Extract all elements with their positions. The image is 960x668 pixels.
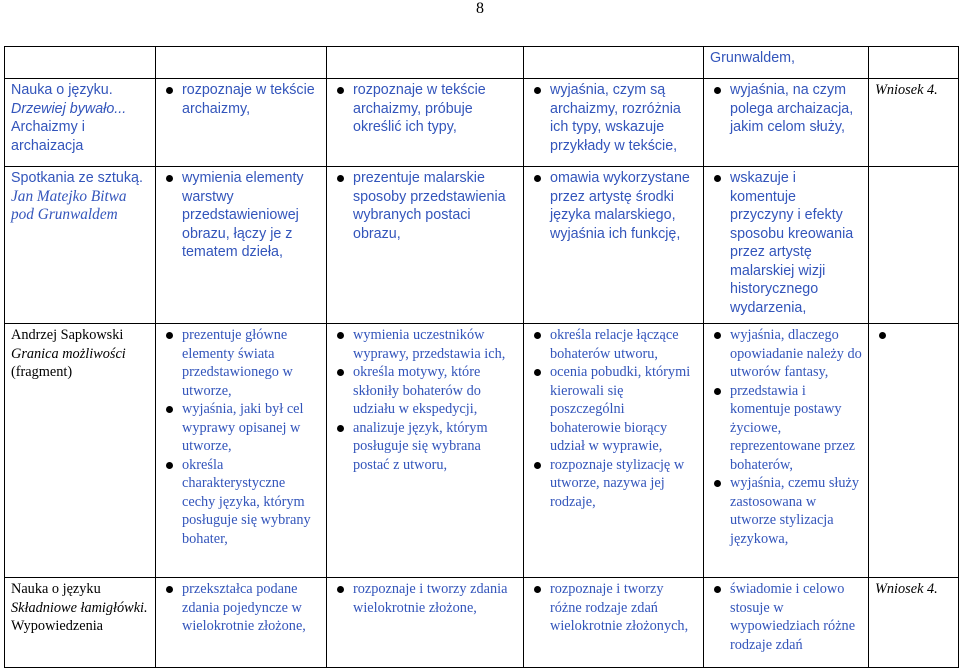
bullet-icon [534,175,541,182]
list-item: określa relacje łączące bohaterów utworu, [530,326,697,363]
list-item: rozpoznaje w tekście archaizmy, próbuje określić ich typy, [333,81,517,137]
topic-title: Spotkania ze sztuką. [11,170,143,186]
bullet-icon [166,175,173,182]
page-number: 8 [476,0,484,17]
bullet-icon [166,586,173,593]
conclusion-text: Wniosek 4. [875,581,938,597]
list-item: rozpoznaje w tekście archaizmy, [162,81,320,118]
topic-text: Wypowiedzenia [11,618,104,634]
list-item: rozpoznaje i tworzy różne rodzaje zdań wielokrotnie złożonych, [530,580,697,636]
bullet-icon [534,462,541,469]
cell-empty [869,47,959,79]
list-item: ocenia pobudki, którymi kierowali się poszczególni bohaterowie biorący udział w wyprawie, [530,363,697,456]
bullet-icon [337,586,344,593]
level-cell [156,578,327,668]
list-item: wyjaśnia, czym są archaizmy, rozróżnia ich typy, wskazuje przykłady w tekście, [530,81,697,155]
topic-title: Andrzej Sapkowski [11,327,124,343]
bullet-icon [879,332,886,339]
bullet-icon [166,332,173,339]
list-item: wyjaśnia, czemu służy zastosowana w utworze stylizacja językowa, [710,474,862,548]
list-item: wyjaśnia, dlaczego opowiadanie należy do utworów fantasy, [710,326,862,382]
list-item: świadomie i celowo stosuje w wypowiedziach różne rodzaje zdań [710,580,862,654]
bullet-icon [714,388,721,395]
topic-cell [5,79,156,167]
topic-subtitle: Granica możliwości [11,345,126,362]
level-cell [704,324,869,578]
list-item: wyjaśnia, jaki był cel wyprawy opisanej w utworze, [162,400,320,456]
list-item: określa charakterystyczne cechy języka, którym posługuje się wybrany bohater, [162,456,320,549]
level-cell [327,578,524,668]
table-row-top [5,47,959,79]
topic-cell [5,167,156,324]
list-item: omawia wykorzystane przez artystę środki języka malarskiego, wyjaśnia ich funkcję, [530,169,697,243]
list-item: wskazuje i komentuje przyczyny i efekty sposobu kreowania przez artystę malarskiej wizji historycznego wydarzenia, [710,169,862,317]
bullet-icon [534,369,541,376]
level-cell [524,324,704,578]
level-cell [524,167,704,324]
list-item: określa motywy, które skłoniły bohaterów do udziału w ekspedycji, [333,363,517,419]
cell-empty [156,47,327,79]
level-cell [704,578,869,668]
table-row [5,578,959,668]
bullet-icon [714,332,721,339]
level-cell [327,167,524,324]
cell-empty [327,47,524,79]
conclusion-cell [869,578,959,668]
list-item: wyjaśnia, na czym polega archaizacja, jakim celom służy, [710,81,862,137]
topic-cell [5,324,156,578]
topic-subtitle: Składniowe łamigłówki. [11,599,148,616]
conclusion-text: Wniosek 4. [875,82,938,98]
bullet-icon [337,332,344,339]
list-item: prezentuje główne elementy świata przedstawionego w utworze, [162,326,320,400]
level-cell [704,79,869,167]
list-item [875,326,952,344]
topic-text: Archaizmy i [11,119,85,135]
list-item: wymienia uczestników wyprawy, przedstawia ich, [333,326,517,363]
bullet-icon [714,87,721,94]
bullet-icon [534,586,541,593]
list-item: przekształca podane zdania pojedyncze w wielokrotnie złożone, [162,580,320,636]
cell-text: Grunwaldem, [710,50,796,66]
level-cell [524,578,704,668]
table-row [5,167,959,324]
requirements-table [4,46,959,668]
bullet-icon [714,586,721,593]
list-item: rozpoznaje i tworzy zdania wielokrotnie złożone, [333,580,517,617]
topic-title: Nauka o języku [11,581,101,597]
bullet-icon [166,87,173,94]
level-cell [156,79,327,167]
bullet-icon [534,87,541,94]
level-cell [704,167,869,324]
conclusion-cell [869,79,959,167]
table-row [5,324,959,578]
bullet-icon [166,462,173,469]
level-cell [327,324,524,578]
cell-empty [524,47,704,79]
bullet-icon [534,332,541,339]
list-item: rozpoznaje stylizację w utworze, nazywa jej rodzaje, [530,456,697,512]
level-cell [524,79,704,167]
level-cell [156,324,327,578]
topic-text: (fragment) [11,364,73,380]
bullet-icon [166,406,173,413]
list-item: prezentuje malarskie sposoby przedstawienia wybranych postaci obrazu, [333,169,517,243]
table-row [5,79,959,167]
bullet-icon [337,87,344,94]
level-cell [156,167,327,324]
level-cell [327,79,524,167]
bullet-icon [337,369,344,376]
cell-empty [5,47,156,79]
list-item: analizuje język, którym posługuje się wybrana postać z utworu, [333,419,517,475]
topic-subtitle: Jan Matejko Bitwa pod Grunwaldem [11,187,127,223]
cell-empty [869,167,959,324]
topic-subtitle: Drzewiej bywało... [11,100,127,117]
list-item: wymienia elementy warstwy przedstawieniowej obrazu, łączy je z tematem dzieła, [162,169,320,262]
bullet-icon [714,175,721,182]
cell-grunwaldem [704,47,869,79]
topic-title: Nauka o języku. [11,82,113,98]
bullet-icon [337,175,344,182]
list-item: przedstawia i komentuje postawy życiowe, reprezentowane przez bohaterów, [710,382,862,475]
level-cell [869,324,959,578]
bullet-icon [714,480,721,487]
topic-cell [5,578,156,668]
bullet-icon [337,425,344,432]
topic-text: archaizacja [11,137,84,154]
